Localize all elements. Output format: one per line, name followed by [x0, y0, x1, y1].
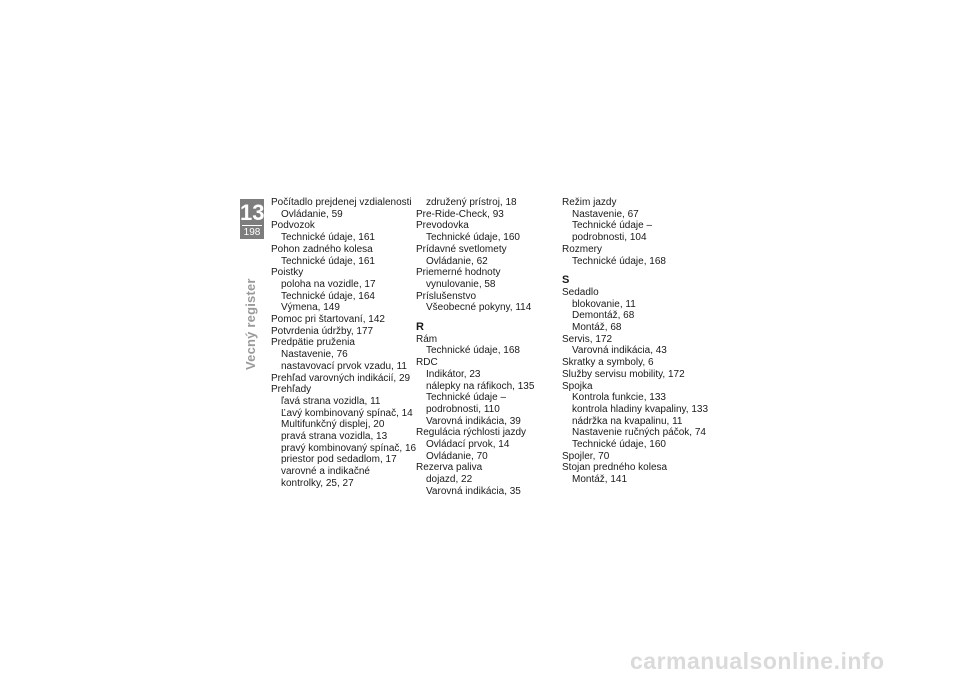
- index-entry: Priemerné hodnoty: [416, 267, 501, 279]
- index-entry: Rozmery: [562, 243, 603, 255]
- index-subentry: vynulovanie, 58: [426, 278, 496, 290]
- index-entry: Príslušenstvo: [416, 290, 477, 302]
- watermark-text: carmanualsonline.info: [630, 648, 885, 674]
- index-subentry: Ovládací prvok, 14: [426, 439, 510, 451]
- index-entry: Pre-Ride-Check, 93: [416, 208, 504, 220]
- index-subentry: Technické údaje, 160: [572, 439, 666, 451]
- index-entry: Podvozok: [271, 220, 315, 232]
- index-subentry: Ľavý kombinovaný spínač, 14: [281, 407, 413, 419]
- index-entry: Prehľad varovných indikácií, 29: [271, 372, 411, 384]
- index-subentry: Montáž, 141: [572, 474, 628, 486]
- index-entry: Sedadlo: [562, 286, 599, 298]
- index-subentry: priestor pod sedadlom, 17: [281, 454, 397, 466]
- index-entry: Rám: [416, 333, 438, 345]
- index-subentry: Všeobecné pokyny, 114: [426, 302, 532, 314]
- index-letter-heading: R: [416, 321, 424, 334]
- index-subentry: Technické údaje, 168: [572, 255, 666, 267]
- chapter-title-vertical: Vecný register: [243, 278, 258, 370]
- index-subentry: Ovládanie, 70: [426, 450, 488, 462]
- index-entry: Prídavné svetlomety: [416, 243, 507, 255]
- index-subentry: pravý kombinovaný spínač, 16: [281, 442, 417, 454]
- index-subentry: ľavá strana vozidla, 11: [281, 395, 381, 407]
- index-subentry: Nastavenie, 76: [281, 349, 348, 361]
- index-entry: Spojka: [562, 380, 593, 392]
- index-subentry: nastavovací prvok vzadu, 11: [281, 360, 407, 372]
- index-entry: Servis, 172: [562, 333, 613, 345]
- index-letter-heading: S: [562, 274, 570, 287]
- index-subentry: Technické údaje –: [426, 392, 507, 404]
- index-subentry: Kontrola funkcie, 133: [572, 392, 666, 404]
- index-subentry: Indikátor, 23: [426, 368, 481, 380]
- index-entry: RDC: [416, 357, 438, 369]
- index-entry: Poistky: [271, 267, 304, 279]
- index-entry: Prehľady: [271, 384, 312, 396]
- index-subentry: blokovanie, 11: [572, 298, 636, 310]
- index-column-2: [416, 197, 556, 498]
- index-subentry: Nastavenie ručných páčok, 74: [572, 427, 706, 439]
- index-subentry: varovné a indikačné: [281, 466, 370, 478]
- index-subentry: dojazd, 22: [426, 474, 473, 486]
- index-entry: Rezerva paliva: [416, 462, 483, 474]
- index-subentry: podrobnosti, 110: [426, 403, 500, 415]
- index-subentry: nádržka na kvapalinu, 11: [572, 415, 683, 427]
- index-subentry: Varovná indikácia, 43: [572, 345, 667, 357]
- index-subentry: Nastavenie, 67: [572, 208, 639, 220]
- page-number: 198: [243, 227, 261, 238]
- index-subentry: Technické údaje –: [572, 220, 653, 232]
- index-subentry: pravá strana vozidla, 13: [281, 431, 388, 443]
- index-entry: Skratky a symboly, 6: [562, 357, 654, 369]
- index-subentry: Varovná indikácia, 39: [426, 415, 521, 427]
- index-entry: Potvrdenia údržby, 177: [271, 325, 374, 337]
- index-column-1: [271, 197, 417, 490]
- index-subentry: Multifunkčný displej, 20: [281, 419, 385, 431]
- index-subentry: združený prístroj, 18: [426, 197, 517, 208]
- index-entry: Režim jazdy: [562, 197, 617, 208]
- index-column-3: [562, 197, 709, 486]
- index-entry: Spojler, 70: [562, 450, 610, 462]
- index-subentry: Demontáž, 68: [572, 310, 635, 322]
- index-entry: Prevodovka: [416, 220, 469, 232]
- index-subentry: podrobnosti, 104: [572, 232, 647, 244]
- index-entry: Stojan predného kolesa: [562, 462, 668, 474]
- index-entry: Regulácia rýchlosti jazdy: [416, 427, 527, 439]
- index-entry: Pomoc pri štartovaní, 142: [271, 314, 385, 326]
- index-entry: Služby servisu mobility, 172: [562, 368, 685, 380]
- index-subentry: Varovná indikácia, 35: [426, 485, 521, 497]
- index-subentry: nálepky na ráfikoch, 135: [426, 380, 535, 392]
- index-subentry: Výmena, 149: [281, 302, 340, 314]
- index-subentry: Technické údaje, 164: [281, 290, 375, 302]
- index-entry: Pohon zadného kolesa: [271, 243, 373, 255]
- index-subentry: Ovládanie, 59: [281, 208, 343, 220]
- index-subentry: Technické údaje, 160: [426, 232, 520, 244]
- chapter-number: 13: [240, 200, 265, 225]
- index-subentry: Ovládanie, 62: [426, 255, 488, 267]
- chapter-tab: [240, 199, 264, 239]
- index-subentry: Technické údaje, 168: [426, 345, 520, 357]
- index-entry: Počítadlo prejdenej vzdialenosti: [271, 197, 412, 208]
- index-subentry: kontrola hladiny kvapaliny, 133: [572, 403, 709, 415]
- index-subentry: poloha na vozidle, 17: [281, 278, 376, 290]
- index-subentry: kontrolky, 25, 27: [281, 477, 354, 489]
- index-subentry: Montáž, 68: [572, 322, 622, 334]
- index-subentry: Technické údaje, 161: [281, 232, 375, 244]
- index-subentry: Technické údaje, 161: [281, 255, 375, 267]
- index-entry: Predpätie pruženia: [271, 337, 355, 349]
